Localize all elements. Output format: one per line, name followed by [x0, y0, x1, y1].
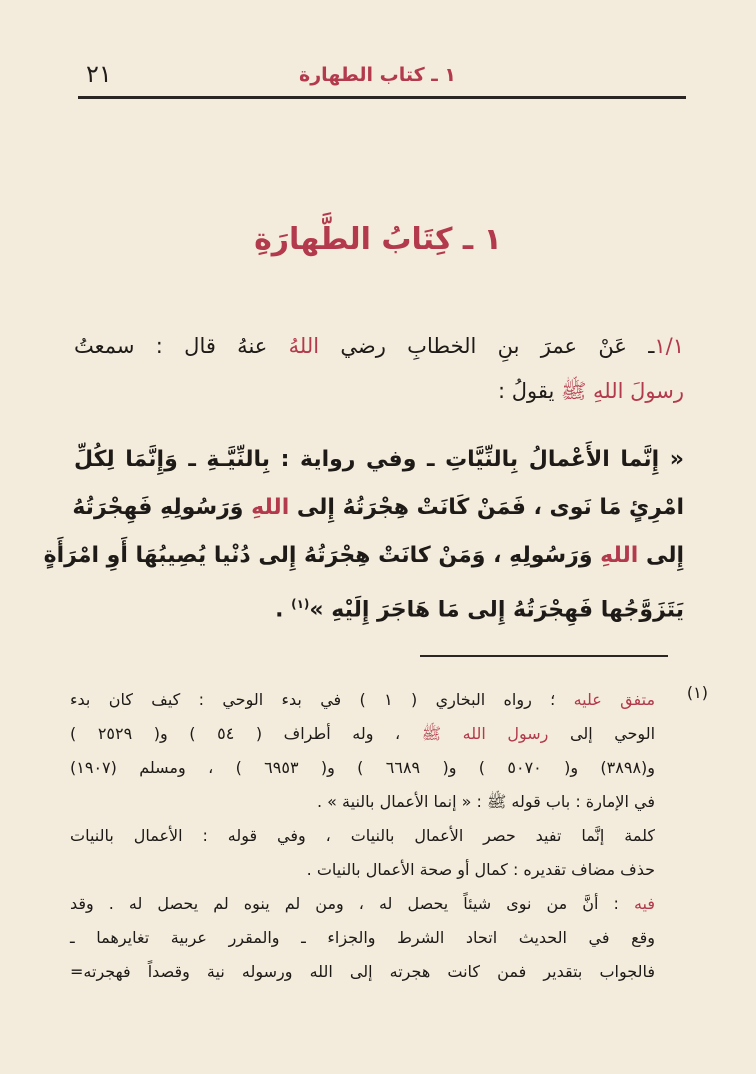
page-number: ٢١ — [86, 60, 112, 88]
hadith-text-part: . — [275, 597, 292, 623]
footnote-marker: (١) — [686, 683, 708, 702]
footnote-text: ؛ رواه البخاري ( ١ ) في بدء الوحي : كيف كان بدء — [70, 690, 574, 709]
narration-text: ـ عَنْ عمرَ بنِ الخطابِ رضي — [319, 334, 655, 358]
footnote-line-6: حذف مضاف تقديره : كمال أو صحة الأعمال بالنيات . — [306, 860, 655, 879]
hadith-text-part: امْرِئٍ مَا نَوى ، فَمَنْ كَانَتْ هِجْرَتُهُ إِلى — [289, 495, 684, 520]
rasul-phrase: رسول الله ﷺ — [421, 724, 549, 743]
footnote-line-8: وقع في الحديث اتحاد الشرط والجزاء ـ والمقرر عربية تغايرهما ـ — [70, 928, 655, 947]
footnote-text: : أنَّ من نوى شيئاً يحصل له ، ومن لم ينوه لم يحصل له . وقد — [70, 894, 634, 913]
footnotes — [70, 683, 655, 989]
footnote-line-4: في الإمارة : باب قوله ﷺ : « إنما الأعمال بالنية » . — [317, 792, 655, 811]
footnote-line-5: كلمة إنَّما تفيد حصر الأعمال بالنيات ، وفي قوله : الأعمال بالنيات — [70, 826, 655, 845]
narration-text: يقولُ : — [497, 379, 561, 403]
hadith-line-3 — [43, 532, 684, 580]
allah-word: اللهِ — [251, 495, 290, 520]
hadith-text — [43, 436, 684, 634]
rasul-phrase: رسولَ اللهِ ﷺ — [560, 379, 684, 403]
running-title: ١ ـ كتاب الطهارة — [299, 64, 456, 86]
hadith-text-part: إِلى — [638, 543, 684, 568]
footnote-line-3: و(٣٨٩٨) و( ٥٠٧٠ ) و( ٦٦٨٩ ) و( ٦٩٥٣ ) ، ومسلم (١٩٠٧) — [70, 758, 655, 777]
hadith-number: ١/١ — [654, 334, 684, 358]
narration-line-1 — [74, 324, 684, 369]
fihi-label: فيه — [633, 894, 655, 913]
takhrij-label: متفق عليه — [573, 690, 656, 709]
footnote-line-7 — [70, 887, 655, 921]
chapter-title: ١ ـ كِتَابُ الطَّهارَةِ — [254, 222, 502, 257]
narration-line-2 — [74, 369, 684, 414]
hadith-line-1: « إِنَّما الأَعْمالُ بِالنِّيَّاتِ ـ وفي رواية : بِالنِّيَّـةِ ـ وَإِنَّمَا لِكُلِّ — [74, 447, 684, 472]
footnote-reference: (١) — [291, 597, 310, 611]
footnote-line-9: فالجواب بتقدير فمن كانت هجرته إلى الله ورسوله نية وقصداً فهجرته= — [70, 962, 655, 981]
hadith-line-2 — [74, 484, 684, 532]
hadith-text-part: وَرَسُولِهِ فَهِجْرَتُهُ — [72, 495, 252, 520]
running-header — [78, 56, 686, 99]
allah-word: اللهِ — [600, 543, 639, 568]
hadith-text-part: وَرَسُولِهِ ، وَمَنْ كانَتْ هِجْرَتُهُ إِلى دُنْيا يُصِيبُهَا أَوِ امْرَأَةٍ — [43, 543, 601, 568]
footnote-text: الوحي إلى — [548, 724, 656, 743]
footnote-separator — [420, 655, 668, 657]
narration-text: عنهُ قال : سمعتُ — [74, 334, 289, 358]
hadith-text-part: يَتَزَوَّجُها فَهِجْرَتُهُ إِلى مَا هَاجَرَ إِلَيْهِ » — [309, 597, 684, 623]
footnote-line-2 — [70, 717, 655, 751]
footnote-line-1 — [70, 683, 655, 717]
footnote-text: ، وله أطراف ( ٥٤ ) و( ٢٥٢٩ ) — [70, 724, 422, 743]
hadith-narration — [74, 324, 684, 414]
hadith-line-4 — [74, 580, 684, 634]
allah-word: اللهُ — [288, 334, 320, 358]
